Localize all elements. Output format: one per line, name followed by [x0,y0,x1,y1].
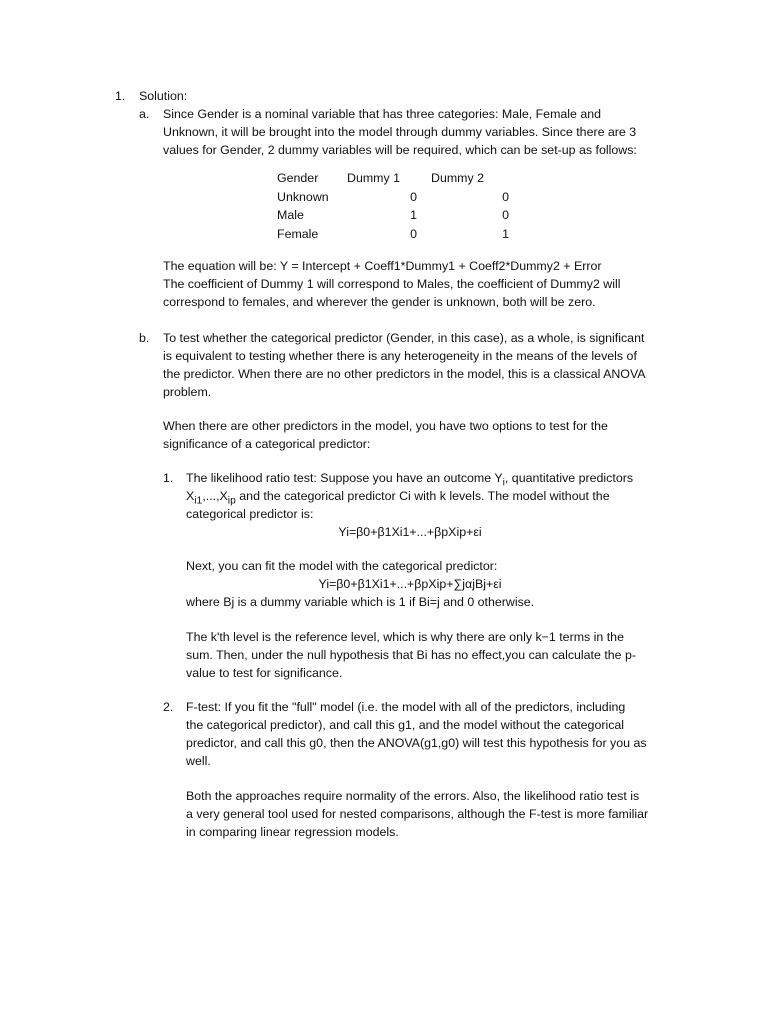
item-2-p4-line-3: in comparing linear regression models. [186,825,399,839]
table-cell: 0 [502,189,509,204]
text-span: and the categorical predictor Ci with k levels. The model without the [235,489,610,503]
table-header-dummy2: Dummy 2 [431,171,485,185]
part-b-letter: b. [139,331,150,345]
item-1-number: 1. [163,471,174,485]
table-row [277,225,509,244]
text-span: The likelihood ratio test: Suppose you have an outcome Y [186,471,503,485]
part-b-p2-line-1: When there are other predictors in the model, you have two options to test for the [163,419,608,433]
table-header-dummy1: Dummy 1 [347,171,401,185]
item-1-line-3: categorical predictor is: [186,507,314,521]
part-a-intro-line-1: Since Gender is a nominal variable that has three categories: Male, Female and [163,107,602,121]
part-a-after-line-1: The coefficient of Dummy 1 will correspond to Males, the coefficient of Dummy2 will [163,277,621,291]
part-a-intro-line-3: values for Gender, 2 dummy variables will be required, which can be set-up as follows: [163,143,637,157]
item-1-p3-line-1: The k'th level is the reference level, which is why there are only k−1 terms in the [186,630,624,644]
subscript: i [502,477,505,489]
item-1-p3-line-2: sum. Then, under the null hypothesis that Bi has no effect,you can calculate the p- [186,648,637,662]
table-row [277,188,509,207]
text-span: ,...,X [202,489,228,503]
dummy-coding-table [277,169,509,243]
table-cell: Male [277,208,304,222]
item-2-line-4: well. [186,754,211,768]
item-1-where: where Bj is a dummy variable which is 1 if Bi=j and 0 otherwise. [186,595,535,609]
text-span: , quantitative predictors [504,471,634,485]
formula-with-predictor: Yi=β0+β1Xi1+...+βpXip+∑jαjBj+εi [318,577,502,591]
table-cell: 0 [410,226,417,241]
part-b-p1-line-1: To test whether the categorical predictor (Gender, in this case), as a whole, is significant [163,331,645,345]
table-cell: Female [277,226,319,241]
table-header-row [277,169,509,188]
item-2-p4-line-2: a very general tool used for nested comparisons, although the F-test is more familiar [186,807,649,821]
part-b-p1-line-4: problem. [163,385,212,399]
item-2-number: 2. [163,700,174,714]
formula-without-predictor: Yi=β0+β1Xi1+...+βpXip+εi [338,525,482,539]
item-1-next: Next, you can fit the model with the categorical predictor: [186,559,498,573]
part-a-after-line-2: correspond to females, and wherever the gender is unknown, both will be zero. [163,295,596,309]
table-cell: 1 [502,226,509,241]
item-2-line-3: predictor, and call this g0, then the ANOVA(g1,g0) will test this hypothesis for you as [186,736,647,750]
part-a-equation: The equation will be: Y = Intercept + Coeff1*Dummy1 + Coeff2*Dummy2 + Error [163,259,602,273]
item-2-line-2: the categorical predictor), and call this g1, and the model without the categorical [186,718,625,732]
part-b-p1-line-2: is equivalent to testing whether there is any heterogeneity in the means of the levels of [163,349,637,363]
text-span: X [186,489,195,503]
table-cell: 0 [410,189,417,204]
table-row [277,206,509,225]
question-number: 1. [115,89,126,103]
item-2-line-1: F-test: If you fit the "full" model (i.e. the model with all of the predictors, including [186,700,626,714]
table-header-gender: Gender [277,171,319,185]
subscript: i1 [194,495,203,507]
subscript: ip [227,495,236,507]
part-b-p1-line-3: the predictor. When there are no other predictors in the model, this is a classical ANOVA [163,367,646,381]
question-title: Solution: [139,89,188,103]
part-a-intro-line-2: Unknown, it will be brought into the model through dummy variables. Since there are 3 [163,125,637,139]
item-1-p3-line-3: value to test for significance. [186,666,343,680]
part-b-p2-line-2: significance of a categorical predictor: [163,437,371,451]
table-cell: 1 [410,208,417,222]
table-cell: 0 [502,208,509,222]
table-cell: Unknown [277,189,329,204]
part-a-letter: a. [139,107,150,121]
item-2-p4-line-1: Both the approaches require normality of the errors. Also, the likelihood ratio test is [186,789,640,803]
